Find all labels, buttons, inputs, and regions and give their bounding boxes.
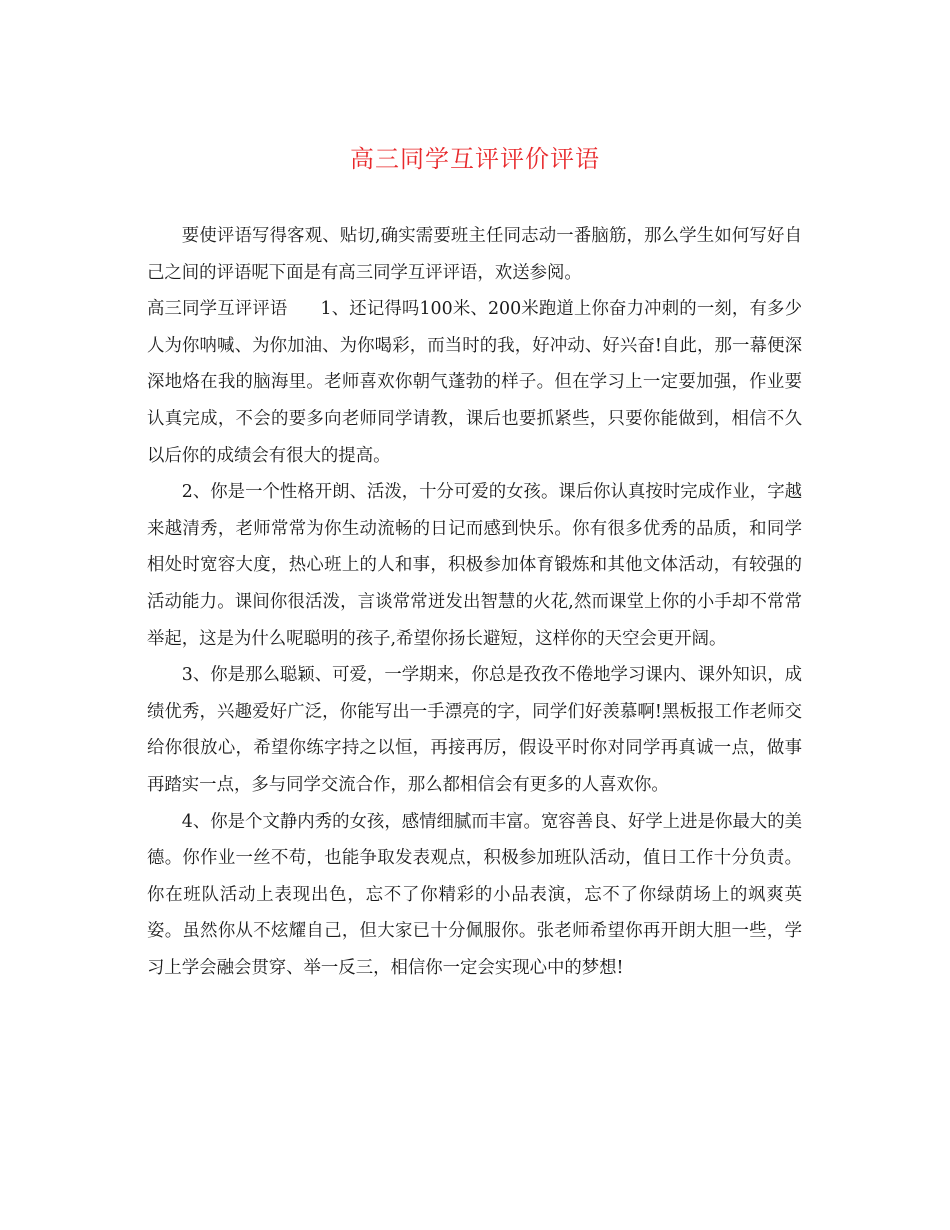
item-paragraph-2: 2、你是一个性格开朗、活泼，十分可爱的女孩。课后你认真按时完成作业，字越来越清秀，老师常常为你生动流畅的日记而感到快乐。你有很多优秀的品质，和同学相处时宽容大度，热心班上的人和事，积极参加体育锻炼和其他文体活动，有较强的活动能力。课间你很活泼，言谈常常迸发出智慧的火花,然而课堂上你的小手却不常常举起，这是为什么呢聪明的孩子,希望你扬长避短，这样你的天空会更开阔。 (147, 482, 802, 649)
section-label: 高三同学互评评语 (147, 299, 288, 320)
document-title: 高三同学互评评价评语 (350, 145, 600, 173)
item-paragraph-1 (147, 291, 802, 474)
item-text-1: 1、还记得吗100米、200米跑道上你奋力冲刺的一刻，有多少人为你呐喊、为你加油、为你喝彩，而当时的我，好冲动、好兴奋!自此，那一幕便深深地烙在我的脑海里。老师喜欢你朝气蓬勃的样子。但在学习上一定要加强，作业要认真完成，不会的要多向老师同学请教，课后也要抓紧些，只要你能做到，相信不久以后你的成绩会有很大的提高。 (147, 299, 802, 466)
item-paragraph-3: 3、你是那么聪颖、可爱，一学期来，你总是孜孜不倦地学习课内、课外知识，成绩优秀，兴趣爱好广泛，你能写出一手漂亮的字，同学们好羡慕啊!黑板报工作老师交给你很放心，希望你练字持之以恒，再接再厉，假设平时你对同学再真诚一点，做事再踏实一点，多与同学交流合作，那么都相信会有更多的人喜欢你。 (147, 665, 802, 795)
item-paragraph-4: 4、你是个文静内秀的女孩，感情细腻而丰富。宽容善良、好学上进是你最大的美德。你作业一丝不苟，也能争取发表观点，积极参加班队活动，值日工作十分负责。你在班队活动上表现出色，忘不了你精彩的小品表演，忘不了你绿荫场上的飒爽英姿。虽然你从不炫耀自己，但大家已十分佩服你。张老师希望你再开朗大胆一些，学习上学会融会贯穿、举一反三，相信你一定会实现心中的梦想! (147, 811, 802, 978)
intro-paragraph: 要使评语写得客观、贴切,确实需要班主任同志动一番脑筋，那么学生如何写好自己之间的评语呢下面是有高三同学互评评语，欢送参阅。 (147, 226, 802, 283)
document-body (147, 218, 802, 986)
